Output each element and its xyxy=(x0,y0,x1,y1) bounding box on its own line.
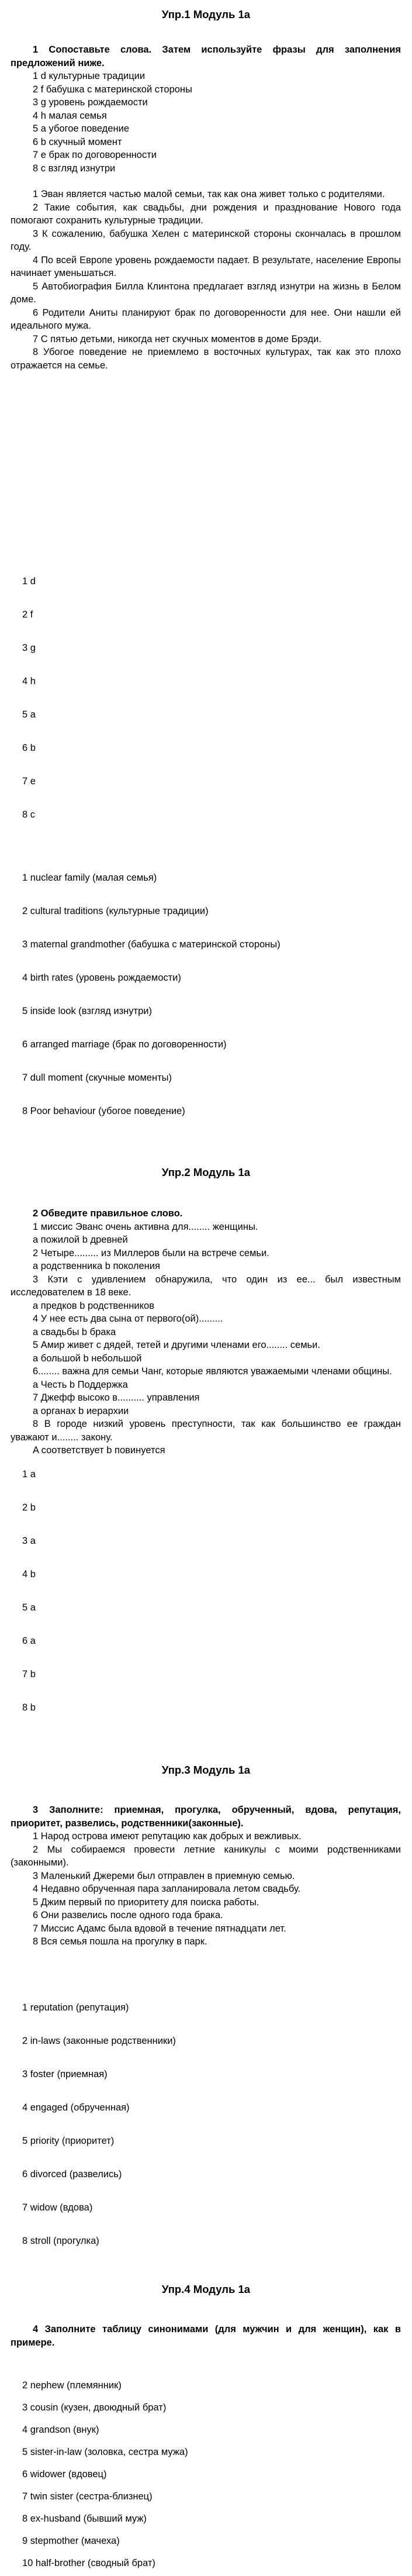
section-4-task-heading: 4 Заполните таблицу синонимами (для мужчин и для женщин), как в примере. xyxy=(11,2324,401,2348)
sentence-item: 3 К сожалению, бабушка Хелен с материнской стороны скончалась в прошлом году. xyxy=(11,228,401,252)
answer-item: 1 d xyxy=(22,576,36,587)
sentence-item: 8 Убогое поведение не приемлемо в восточных культурах, так как это плохо отражается на семье. xyxy=(11,347,401,371)
answer-item: 5 priority (приоритет) xyxy=(22,2136,115,2146)
translation-item: 8 Poor behaviour (убогое поведение) xyxy=(22,1106,185,1116)
section-4-title: Упр.4 Модуль 1а xyxy=(161,2283,251,2295)
translation-item: 6 arranged marriage (брак по договоренности) xyxy=(22,1039,227,1050)
sentence-item: 2 Мы собираемся провести летние каникулы с моими родственниками (законными). xyxy=(11,1844,401,1868)
option-item: A соответствует b повинуется xyxy=(33,1445,165,1456)
answer-item: 9 stepmother (мачеха) xyxy=(22,2536,120,2546)
answer-item: 3 cousin (кузен, двоюдный брат) xyxy=(22,2402,167,2413)
answer-item: 7 twin sister (сестра-близнец) xyxy=(22,2491,153,2502)
answer-item: 6 b xyxy=(22,743,36,753)
phrase-item: 7 e брак по договоренности xyxy=(33,150,157,160)
answer-item: 7 e xyxy=(22,776,36,787)
answer-item: 3 g xyxy=(22,643,36,653)
question-item: 5 Амир живет с дядей, тетей и другими членами его........ семьи. xyxy=(33,1340,320,1350)
phrase-item: 4 h малая семья xyxy=(33,110,107,121)
phrase-item: 2 f бабушка с материнской стороны xyxy=(33,84,192,95)
section-3-task-heading: 3 Заполните: приемная, прогулка, обрученный, вдова, репутация, приоритет, развелись, родственники(законные). xyxy=(11,1805,401,1829)
translation-item: 4 birth rates (уровень рождаемости) xyxy=(22,973,181,983)
answer-item: 2 f xyxy=(22,609,33,620)
sentence-item: 8 Вся семья пошла на прогулку в парк. xyxy=(33,1936,207,1947)
sentence-item: 2 Такие события, как свадьбы, дни рождения и празднование Нового года помогают сохранить культурные традиции. xyxy=(11,202,401,226)
sentence-item: 1 Народ острова имеют репутацию как добрых и вежливых. xyxy=(33,1831,302,1842)
section-1-task-heading: 1 Сопоставьте слова. Затем используйте фразы для заполнения предложений ниже. xyxy=(11,44,401,68)
option-item: a предков b родственников xyxy=(33,1300,154,1311)
translation-item: 2 cultural traditions (культурные традиции) xyxy=(22,906,209,916)
section-2-title: Упр.2 Модуль 1а xyxy=(161,1166,251,1178)
answer-item: 8 c xyxy=(22,809,36,820)
sentence-item: 3 Маленький Джереми был отправлен в приемную семью. xyxy=(33,1870,295,1881)
phrase-item: 8 c взгляд изнутри xyxy=(33,163,116,174)
option-item: a Честь b Поддержка xyxy=(33,1379,128,1390)
option-item: a пожилой b древней xyxy=(33,1234,128,1245)
answer-item: 5 a xyxy=(22,709,36,720)
option-item: a большой b небольшой xyxy=(33,1353,142,1364)
answer-item: 7 widow (вдова) xyxy=(22,2202,93,2213)
sentence-item: 7 Миссис Адамс была вдовой в течение пятнадцати лет. xyxy=(33,1923,286,1934)
answer-item: 3 a xyxy=(22,1536,36,1546)
answer-item: 8 stroll (прогулка) xyxy=(22,2236,99,2246)
answer-item: 8 b xyxy=(22,1702,36,1713)
phrase-item: 1 d культурные традиции xyxy=(33,71,146,81)
question-item: 1 миссис Эванс очень активна для........ женщины. xyxy=(33,1221,258,1232)
option-item: a органах b иерархии xyxy=(33,1405,129,1416)
answer-item: 1 a xyxy=(22,1469,36,1480)
phrase-item: 3 g уровень рождаемости xyxy=(33,97,148,108)
section-1-task xyxy=(11,43,401,372)
question-item: 2 Четыре......... из Миллеров были на встрече семьи. xyxy=(33,1247,269,1258)
answer-item: 6 divorced (развелись) xyxy=(22,2169,122,2180)
sentence-item: 7 С пятью детьми, никогда нет скучных моментов в доме Брэди. xyxy=(33,333,321,344)
answer-item: 5 sister-in-law (золовка, сестра мужа) xyxy=(22,2447,188,2457)
section-3-title: Упр.3 Модуль 1а xyxy=(161,1764,251,1776)
answer-item: 2 nephew (племянник) xyxy=(22,2380,122,2391)
answer-item: 1 reputation (репутация) xyxy=(22,2002,129,2013)
question-item: 4 У нее есть два сына от первого(ой)......... xyxy=(33,1313,223,1324)
question-item: 3 Кэти с удивлением обнаружила, что один из ее... был известным исследователем в 18 веке. xyxy=(11,1274,401,1298)
phrase-item: 6 b скучный момент xyxy=(33,136,122,147)
answer-item: 4 b xyxy=(22,1569,36,1580)
option-item: a свадьбы b брака xyxy=(33,1326,116,1337)
question-item: 6........ важна для семьи Чанг, которые являются уважаемыми членами общины. xyxy=(33,1366,392,1377)
section-3-task xyxy=(11,1803,401,1949)
section-4-task xyxy=(11,2323,401,2349)
translation-item: 7 dull moment (скучные моменты) xyxy=(22,1073,172,1083)
answer-item: 2 b xyxy=(22,1502,36,1513)
answer-item: 4 h xyxy=(22,676,36,687)
phrase-item: 5 a убогое поведение xyxy=(33,123,129,134)
answer-item: 4 grandson (внук) xyxy=(22,2425,99,2435)
sentence-item: 4 Недавно обрученная пара запланировала летом свадьбу. xyxy=(33,1884,301,1894)
answer-item: 6 widower (вдовец) xyxy=(22,2469,107,2480)
section-2-task xyxy=(11,1207,401,1457)
sentence-item: 5 Автобиография Билла Клинтона предлагает взгляд изнутри на жизнь в Белом доме. xyxy=(11,281,401,305)
answer-item: 6 a xyxy=(22,1636,36,1646)
translation-item: 3 maternal grandmother (бабушка с материнской стороны) xyxy=(22,939,281,950)
answer-item: 10 half-brother (сводный брат) xyxy=(22,2558,155,2568)
question-item: 7 Джефф высоко в.......... управления xyxy=(33,1392,200,1403)
translation-item: 1 nuclear family (малая семья) xyxy=(22,873,157,883)
answer-item: 4 engaged (обрученная) xyxy=(22,2102,130,2113)
option-item: a родственника b поколения xyxy=(33,1261,160,1271)
section-2-task-heading: 2 Обведите правильное слово. xyxy=(33,1208,183,1219)
answer-item: 5 a xyxy=(22,1602,36,1613)
sentence-item: 6 Родители Аниты планируют брак по договоренности для нее. Они нашли ей идеального мужа. xyxy=(11,307,401,331)
sentence-item: 6 Они развелись после одного года брака. xyxy=(33,1910,223,1920)
answer-item: 8 ex-husband (бывший муж) xyxy=(22,2513,147,2524)
section-1-title: Упр.1 Модуль 1а xyxy=(161,8,251,20)
question-item: 8 В городе низкий уровень преступности, так как большинство ее граждан уважают и........ закону. xyxy=(11,1419,401,1443)
translation-item: 5 inside look (взгляд изнутри) xyxy=(22,1006,152,1016)
sentence-item: 5 Джим первый по приоритету для поиска работы. xyxy=(33,1896,259,1908)
sentence-item: 1 Эван является частью малой семьи, так как она живет только с родителями. xyxy=(33,189,385,199)
answer-item: 2 in-laws (законные родственники) xyxy=(22,2036,176,2046)
sentence-item: 4 По всей Европе уровень рождаемости падает. В результате, население Европы начинает уменьшаться. xyxy=(11,254,401,278)
answer-item: 3 foster (приемная) xyxy=(22,2069,108,2080)
answer-item: 7 b xyxy=(22,1669,36,1680)
